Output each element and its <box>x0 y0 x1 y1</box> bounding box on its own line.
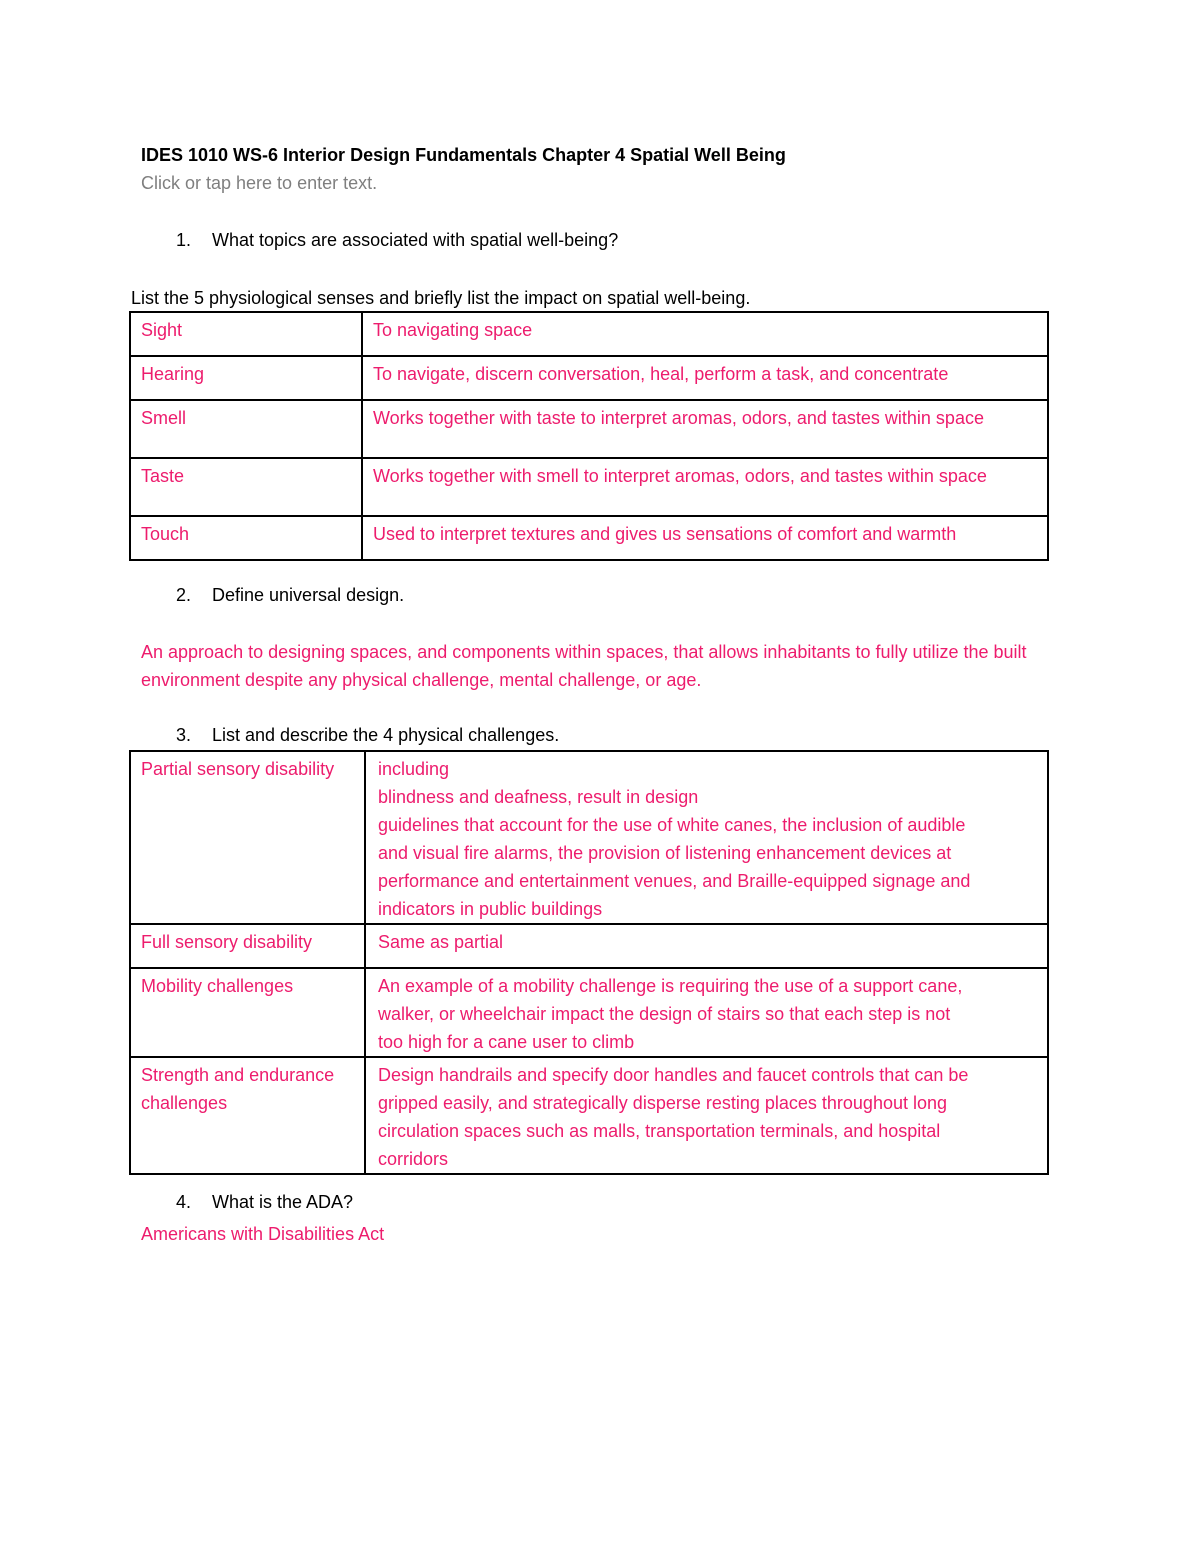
challenge-desc-cell[interactable] <box>365 968 1048 1057</box>
document-title: IDES 1010 WS-6 Interior Design Fundamentals Chapter 4 Spatial Well Being <box>141 145 786 165</box>
question-text: What is the ADA? <box>212 1192 354 1212</box>
desc-line: circulation spaces such as malls, transportation terminals, and hospital <box>378 1121 941 1141</box>
desc-line: Design handrails and specify door handles and faucet controls that can be <box>378 1065 969 1085</box>
question-3 <box>176 725 559 746</box>
table-row <box>130 968 1048 1057</box>
universal-design-answer[interactable]: An approach to designing spaces, and components within spaces, that allows inhabitants to fully utilize the built environment despite any physical challenge, mental challenge, or age. <box>141 642 1027 690</box>
challenge-desc-cell[interactable] <box>365 751 1048 924</box>
desc-line: blindness and deafness, result in design <box>378 787 699 807</box>
sense-cell[interactable]: Hearing <box>130 356 362 400</box>
table-row <box>130 312 1048 356</box>
question-number: 3. <box>176 725 192 745</box>
table-row <box>130 400 1048 458</box>
desc-line: performance and entertainment venues, and Braille-equipped signage and <box>378 871 971 891</box>
table-row <box>130 458 1048 516</box>
desc-line: including <box>378 759 450 779</box>
desc-line: Same as partial <box>378 932 504 952</box>
ada-answer[interactable]: Americans with Disabilities Act <box>141 1224 385 1244</box>
question-number: 4. <box>176 1192 192 1212</box>
table-row <box>130 1057 1048 1174</box>
desc-line: corridors <box>378 1149 449 1169</box>
challenge-name-cell[interactable]: Strength and endurance challenges <box>130 1057 365 1174</box>
impact-cell[interactable]: Works together with smell to interpret aromas, odors, and tastes within space <box>362 458 1048 516</box>
challenge-desc-cell[interactable] <box>365 924 1048 968</box>
challenges-table <box>129 750 1049 1175</box>
table-row <box>130 356 1048 400</box>
question-1 <box>176 230 618 251</box>
senses-table <box>129 311 1049 561</box>
placeholder-text-field[interactable]: Click or tap here to enter text. <box>141 173 378 193</box>
challenge-desc-cell[interactable] <box>365 1057 1048 1174</box>
sense-cell[interactable]: Sight <box>130 312 362 356</box>
sense-cell[interactable]: Touch <box>130 516 362 560</box>
senses-intro: List the 5 physiological senses and briefly list the impact on spatial well-being. <box>131 288 751 308</box>
desc-line: walker, or wheelchair impact the design of stairs so that each step is not <box>378 1004 951 1024</box>
desc-line: An example of a mobility challenge is requiring the use of a support cane, <box>378 976 963 996</box>
desc-line: gripped easily, and strategically disperse resting places throughout long <box>378 1093 948 1113</box>
impact-cell[interactable]: To navigate, discern conversation, heal, perform a task, and concentrate <box>362 356 1048 400</box>
table-row <box>130 516 1048 560</box>
challenge-name-cell[interactable]: Partial sensory disability <box>130 751 365 924</box>
question-number: 2. <box>176 585 192 605</box>
impact-cell[interactable]: Used to interpret textures and gives us sensations of comfort and warmth <box>362 516 1048 560</box>
impact-cell[interactable]: To navigating space <box>362 312 1048 356</box>
desc-line: too high for a cane user to climb <box>378 1032 635 1052</box>
question-text: What topics are associated with spatial well-being? <box>212 230 619 250</box>
desc-line: indicators in public buildings <box>378 899 603 919</box>
question-number: 1. <box>176 230 192 250</box>
impact-cell[interactable]: Works together with taste to interpret aromas, odors, and tastes within space <box>362 400 1048 458</box>
question-2 <box>176 585 404 606</box>
table-row <box>130 924 1048 968</box>
sense-cell[interactable]: Smell <box>130 400 362 458</box>
desc-line: guidelines that account for the use of white canes, the inclusion of audible <box>378 815 966 835</box>
challenge-name-cell[interactable]: Mobility challenges <box>130 968 365 1057</box>
question-text: List and describe the 4 physical challenges. <box>212 725 560 745</box>
table-row <box>130 751 1048 924</box>
challenge-name-cell[interactable]: Full sensory disability <box>130 924 365 968</box>
question-text: Define universal design. <box>212 585 405 605</box>
question-4 <box>176 1192 353 1213</box>
sense-cell[interactable]: Taste <box>130 458 362 516</box>
desc-line: and visual fire alarms, the provision of listening enhancement devices at <box>378 843 952 863</box>
